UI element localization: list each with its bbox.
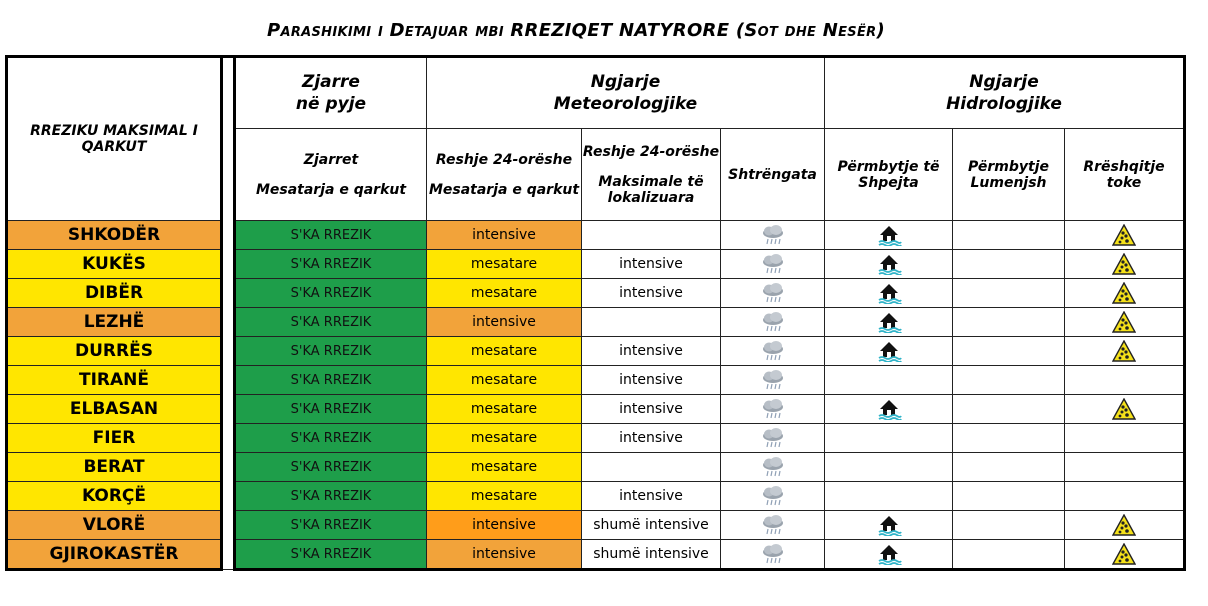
region-column-label: RREZIKU MAKSIMAL I QARKUT [30,123,198,155]
region-cell [7,424,222,453]
table-row [7,366,1185,395]
rain-max-value: intensive [619,285,683,301]
rain-avg-value: intensive [472,314,536,330]
region-name: DIBËR [84,283,144,303]
landslide-cell [1065,366,1185,395]
rain-avg-value: intensive [472,227,536,243]
rain-max-value: intensive [619,256,683,272]
flash-flood-cell [825,453,953,482]
storm-header [721,129,825,221]
rain-max-cell [582,453,721,482]
column-gap [222,395,235,424]
hydro-group-header [825,57,1185,129]
column-gap [222,424,235,453]
landslide-warning-icon [1112,282,1136,304]
region-cell [7,279,222,308]
flash-flood-cell [825,424,953,453]
fire-level: S'KA RREZIK [290,430,372,446]
region-name: ELBASAN [69,399,159,419]
river-flood-cell [953,279,1065,308]
rain-avg-value: mesatare [470,372,538,388]
landslide-cell [1065,250,1185,279]
landslide-cell [1065,511,1185,540]
river-flood-cell [953,453,1065,482]
column-gap [222,221,235,250]
storm-label: Shtrëngata [728,166,817,183]
fire-level: S'KA RREZIK [290,285,372,301]
column-gap [222,366,235,395]
fire-cell [235,453,427,482]
fire-level: S'KA RREZIK [290,546,372,562]
table-row [7,511,1185,540]
rain-avg-cell [427,453,582,482]
flood-house-icon [876,224,902,246]
landslide-warning-icon [1112,340,1136,362]
hydro-group-line1: Ngjarje [969,72,1039,92]
river-flood-cell [953,540,1065,570]
storm-cell [721,511,825,540]
landslide-cell [1065,279,1185,308]
river-flood-cell [953,395,1065,424]
rain-avg-value: mesatare [470,488,538,504]
storm-cloud-icon [760,253,786,275]
rain-max-value: intensive [619,343,683,359]
fire-sub-line1: Zjarret [303,151,359,168]
page-title: Parashikimi i Detajuar mbi RREZIQET NATYRORE (Sot dhe Nesër) [267,20,885,41]
fire-cell [235,366,427,395]
fire-cell [235,482,427,511]
fire-cell [235,250,427,279]
table-row [7,395,1185,424]
column-gap [222,540,235,570]
fire-sub-header [235,129,427,221]
storm-cell [721,308,825,337]
rain-max-cell [582,540,721,570]
rain-avg-value: mesatare [470,459,538,475]
landslide-cell [1065,395,1185,424]
landslide-warning-icon [1112,224,1136,246]
rain-max-value: intensive [619,372,683,388]
rain-max-cell [582,424,721,453]
region-name: BERAT [83,457,145,477]
storm-cell [721,250,825,279]
flash-flood-cell [825,279,953,308]
storm-cloud-icon [760,311,786,333]
rain-max-cell [582,221,721,250]
rain-avg-cell [427,540,582,570]
fire-group-line2: në pyje [295,94,367,114]
landslide-cell [1065,540,1185,570]
column-gap [222,482,235,511]
river-flood-cell [953,337,1065,366]
rain-max-cell [582,395,721,424]
landslide-cell [1065,453,1185,482]
rain-avg-cell [427,511,582,540]
table-row [7,424,1185,453]
region-cell [7,250,222,279]
region-cell [7,221,222,250]
region-name: FIER [92,428,136,448]
storm-cloud-icon [760,340,786,362]
flash-flood-header [825,129,953,221]
region-column-header [7,57,222,221]
flood-house-icon [876,543,902,565]
fire-level: S'KA RREZIK [290,372,372,388]
river-flood-header [953,129,1065,221]
storm-cell [721,424,825,453]
storm-cell [721,540,825,570]
table-row [7,337,1185,366]
rain-avg-cell [427,482,582,511]
rain-avg-cell [427,395,582,424]
region-name: SHKODËR [67,225,161,245]
table-row [7,250,1185,279]
flash-flood-cell [825,395,953,424]
landslide-warning-icon [1112,253,1136,275]
landslide-warning-icon [1112,311,1136,333]
fire-level: S'KA RREZIK [290,517,372,533]
flash-flood-cell [825,511,953,540]
region-name: TIRANË [78,370,149,390]
flash-flood-cell [825,482,953,511]
rain-avg-cell [427,279,582,308]
landslide-cell [1065,424,1185,453]
fire-level: S'KA RREZIK [290,488,372,504]
fire-cell [235,540,427,570]
rain-max-header [582,129,721,221]
flood-house-icon [876,340,902,362]
rain-max-line1: Reshje 24-orëshe [582,143,720,160]
flash-flood-cell [825,337,953,366]
rain-avg-line1: Reshje 24-orëshe [435,151,573,168]
flash-flood-cell [825,366,953,395]
river-flood-label: Përmbytje Lumenjsh [967,158,1049,191]
fire-level: S'KA RREZIK [290,459,372,475]
storm-cell [721,337,825,366]
landslide-cell [1065,337,1185,366]
fire-group-header [235,57,427,129]
storm-cloud-icon [760,369,786,391]
meteo-group-header [427,57,825,129]
region-name: KUKËS [82,254,146,274]
rain-avg-cell [427,337,582,366]
rain-avg-value: mesatare [470,430,538,446]
storm-cell [721,279,825,308]
region-cell [7,395,222,424]
river-flood-cell [953,511,1065,540]
storm-cloud-icon [760,543,786,565]
landslide-cell [1065,221,1185,250]
fire-group-line1: Zjarre [302,72,360,92]
flash-flood-cell [825,540,953,570]
rain-avg-cell [427,366,582,395]
region-cell [7,540,222,570]
storm-cloud-icon [760,282,786,304]
fire-cell [235,337,427,366]
rain-avg-value: intensive [472,546,536,562]
rain-avg-cell [427,424,582,453]
flash-flood-cell [825,250,953,279]
flood-house-icon [876,282,902,304]
fire-sub-line2: Mesatarja e qarkut [255,181,407,198]
flash-flood-cell [825,308,953,337]
column-gap [222,337,235,366]
fire-cell [235,308,427,337]
rain-max-value: shumë intensive [593,517,709,533]
fire-cell [235,424,427,453]
table-row [7,308,1185,337]
rain-avg-header [427,129,582,221]
column-gap [222,57,235,221]
rain-avg-value: mesatare [470,256,538,272]
fire-level: S'KA RREZIK [290,227,372,243]
fire-cell [235,395,427,424]
storm-cell [721,221,825,250]
storm-cloud-icon [760,456,786,478]
column-gap [222,250,235,279]
region-name: LEZHË [83,312,145,332]
landslide-cell [1065,482,1185,511]
river-flood-cell [953,482,1065,511]
rain-max-line2: Maksimale të lokalizuara [598,173,704,206]
fire-cell [235,221,427,250]
river-flood-cell [953,308,1065,337]
column-gap [222,308,235,337]
flood-house-icon [876,253,902,275]
river-flood-cell [953,424,1065,453]
region-cell [7,308,222,337]
hydro-group-line2: Hidrologjike [946,94,1062,114]
rain-avg-line2: Mesatarja e qarkut [428,181,580,198]
flash-flood-cell [825,221,953,250]
hazard-table [5,55,1186,571]
rain-max-cell [582,366,721,395]
storm-cell [721,482,825,511]
fire-level: S'KA RREZIK [290,401,372,417]
table-row [7,482,1185,511]
region-cell [7,511,222,540]
fire-level: S'KA RREZIK [290,343,372,359]
region-cell [7,453,222,482]
region-name: GJIROKASTËR [49,544,179,564]
region-cell [7,337,222,366]
rain-max-cell [582,337,721,366]
rain-avg-value: mesatare [470,285,538,301]
rain-max-cell [582,511,721,540]
landslide-header [1065,129,1185,221]
table-row [7,453,1185,482]
rain-avg-cell [427,308,582,337]
table-row [7,540,1185,570]
flood-house-icon [876,398,902,420]
flood-house-icon [876,311,902,333]
meteo-group-line1: Ngjarje [590,72,661,92]
rain-max-cell [582,308,721,337]
river-flood-cell [953,366,1065,395]
rain-avg-value: mesatare [470,401,538,417]
flash-flood-label: Përmbytje të Shpejta [837,158,940,191]
rain-avg-cell [427,250,582,279]
rain-max-value: shumë intensive [593,546,709,562]
rain-avg-value: intensive [472,517,536,533]
storm-cell [721,366,825,395]
column-gap [222,511,235,540]
rain-max-cell [582,279,721,308]
river-flood-cell [953,221,1065,250]
landslide-cell [1065,308,1185,337]
storm-cell [721,453,825,482]
meteo-group-line2: Meteorologjike [553,94,698,114]
rain-max-cell [582,250,721,279]
region-name: KORÇË [81,486,147,506]
fire-level: S'KA RREZIK [290,256,372,272]
landslide-warning-icon [1112,543,1136,565]
storm-cloud-icon [760,224,786,246]
region-name: VLORË [82,515,146,535]
region-name: DURRËS [75,341,153,361]
storm-cloud-icon [760,485,786,507]
rain-max-value: intensive [619,488,683,504]
fire-cell [235,279,427,308]
rain-max-cell [582,482,721,511]
region-cell [7,366,222,395]
storm-cloud-icon [760,427,786,449]
column-gap [222,453,235,482]
fire-cell [235,511,427,540]
river-flood-cell [953,250,1065,279]
rain-max-value: intensive [619,401,683,417]
region-cell [7,482,222,511]
landslide-label: Rrëshqitje toke [1083,158,1165,191]
table-row [7,221,1185,250]
fire-level: S'KA RREZIK [290,314,372,330]
rain-avg-cell [427,221,582,250]
landslide-warning-icon [1112,514,1136,536]
table-row [7,279,1185,308]
flood-house-icon [876,514,902,536]
storm-cloud-icon [760,514,786,536]
landslide-warning-icon [1112,398,1136,420]
rain-avg-value: mesatare [470,343,538,359]
column-gap [222,279,235,308]
storm-cloud-icon [760,398,786,420]
rain-max-value: intensive [619,430,683,446]
storm-cell [721,395,825,424]
